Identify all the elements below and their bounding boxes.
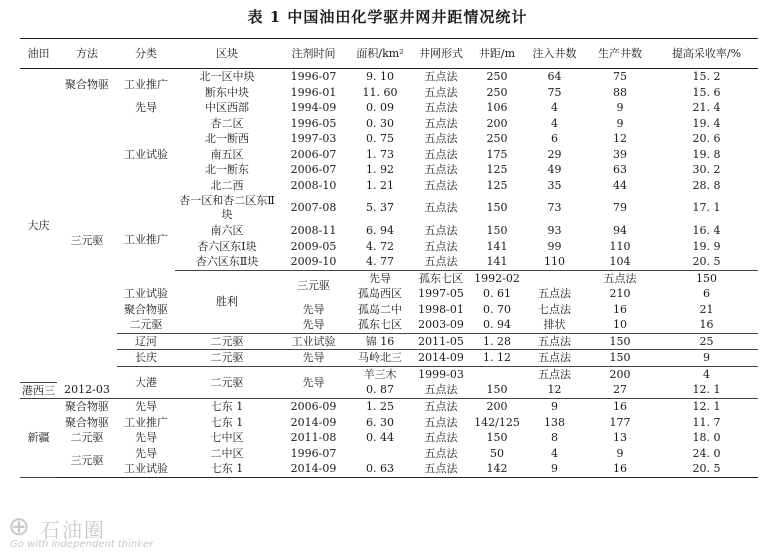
table-cell: 141 (470, 254, 524, 270)
table-row (20, 366, 758, 382)
table-cell: 19. 8 (692, 147, 721, 161)
table-cell: 1. 25 (366, 400, 394, 413)
table-cell: 北二西 (210, 178, 244, 192)
table-cell: 孤岛西区 (358, 287, 402, 300)
table-cell: 35 (547, 178, 562, 192)
table-cell: 4 (551, 116, 558, 130)
table-cell: 12 (524, 382, 585, 399)
table-cell: 断东中块 (205, 85, 249, 99)
table-cell: 北一断东 (205, 163, 249, 176)
table-cell: 二元驱 (70, 431, 104, 444)
table-row (20, 100, 758, 116)
table-cell: 0. 44 (366, 431, 394, 444)
table-cell: 5. 37 (366, 201, 394, 215)
table-cell: 马岭北三 (348, 350, 412, 367)
table-cell: 先导 (302, 302, 325, 316)
table-cell: 2006-07 (290, 163, 337, 176)
table-cell: 9 (551, 400, 558, 413)
watermark (8, 512, 248, 552)
table-cell: 先导 (279, 350, 348, 367)
table-cell: 13 (613, 431, 627, 444)
table-cell: 6. 30 (366, 415, 394, 429)
table-cell: 五点法 (424, 163, 458, 176)
table-cell: 五点法 (524, 350, 585, 367)
table-cell: 12. 1 (655, 382, 758, 399)
table-cell: 2008-10 (290, 178, 337, 192)
table-cell: 19. 9 (692, 239, 721, 253)
table-cell: 五点法 (538, 367, 571, 381)
table-cell: 1999-03 (418, 367, 464, 381)
table-row (20, 302, 758, 318)
table-cell: 0. 63 (348, 461, 412, 477)
table-cell: 1. 73 (366, 147, 394, 161)
table-row (20, 461, 758, 477)
table-cell: 2014-09 (412, 350, 470, 367)
column-header: 面积/km² (348, 39, 412, 69)
table-cell: 七点法 (538, 302, 571, 316)
column-header: 分类 (117, 39, 175, 69)
table-cell: 28. 8 (692, 178, 721, 192)
watermark-slogan: Go with independent thinker (10, 539, 154, 550)
table-cell: 二元驱 (175, 350, 279, 367)
table-cell: 0. 87 (348, 382, 412, 399)
table-cell: 150 (696, 271, 717, 285)
table-cell: 15. 2 (692, 70, 721, 83)
table-cell: 2011-05 (412, 333, 470, 350)
table-cell: 9 (524, 461, 585, 477)
table-cell: 9 (616, 101, 624, 114)
column-header: 井距/m (470, 39, 524, 69)
table-cell: 73 (547, 201, 562, 215)
table-cell: 三元驱 (70, 234, 104, 248)
table-cell: 1996-07 (290, 446, 337, 460)
column-header: 提高采收率/% (655, 39, 758, 69)
table-cell: 先导 (369, 271, 391, 285)
table-cell: 138 (544, 415, 565, 429)
table-cell: 25 (655, 333, 758, 350)
table-cell: 五点法 (424, 70, 458, 83)
table-cell: 1997-03 (290, 132, 337, 145)
table-cell: 五点法 (424, 132, 458, 145)
table-cell: 12. 1 (692, 400, 721, 413)
column-header: 生产井数 (585, 39, 655, 69)
table-cell: 聚合物驱 (65, 77, 109, 91)
oilfield-cell: 大港 (117, 366, 175, 399)
table-cell: 64 (547, 70, 562, 83)
table-cell: 南六区 (210, 224, 244, 237)
table-cell: 工业试验 (124, 147, 168, 161)
table-cell (524, 270, 585, 286)
table-cell: 49 (547, 163, 562, 176)
table-cell: 150 (585, 350, 655, 367)
table-cell: 75 (547, 85, 562, 99)
table-row (20, 317, 758, 333)
table-cell: 9 (616, 446, 624, 460)
table-cell: 杏一区和杏二区东Ⅱ块 (179, 194, 275, 221)
table-cell: 孤岛二中 (358, 302, 402, 316)
table-cell: 0. 30 (366, 116, 394, 130)
table-cell: 三元驱 (70, 454, 104, 468)
table-cell: 杏二区 (210, 116, 244, 130)
table-body (20, 69, 758, 478)
table-cell: 五点法 (524, 333, 585, 350)
table-cell: 2009-10 (279, 254, 348, 270)
table-cell: 15. 6 (692, 85, 721, 99)
table-cell: 五点法 (424, 446, 458, 460)
table-row (20, 350, 758, 367)
column-header: 注入井数 (524, 39, 585, 69)
table-cell: 9 (616, 116, 624, 130)
table-cell: 125 (486, 178, 508, 192)
table-cell: 聚合物驱 (65, 400, 109, 413)
table-row (20, 399, 758, 415)
table-cell: 27 (585, 382, 655, 399)
table-cell: 4. 72 (366, 239, 394, 253)
table-cell: 20. 6 (692, 132, 721, 145)
table-cell: 125 (486, 163, 508, 176)
table-cell: 1994-09 (290, 101, 337, 114)
table-cell: 二中区 (210, 446, 244, 460)
table-cell: 200 (486, 400, 508, 413)
table-cell: 18. 0 (692, 431, 721, 444)
table-cell: 99 (547, 239, 562, 253)
table-cell: 16. 4 (692, 224, 721, 237)
table-cell: 21. 4 (692, 101, 721, 114)
table-cell: 1. 28 (470, 333, 524, 350)
table-cell: 五点法 (412, 461, 470, 477)
table-cell: 4. 77 (348, 254, 412, 270)
table-cell: 杏六区东Ⅰ块 (197, 239, 257, 253)
table-cell: 12 (613, 132, 627, 145)
table-cell: 250 (486, 70, 508, 83)
watermark-name: 石油圈 (40, 518, 106, 542)
table-row (20, 286, 758, 302)
table-cell (470, 366, 524, 382)
table-cell: 二元驱 (117, 317, 175, 333)
table-cell: 0. 94 (470, 317, 524, 333)
table-cell: 17. 1 (692, 201, 721, 215)
table-cell: 七东 1 (175, 461, 279, 477)
table-cell: 6. 94 (366, 224, 394, 237)
table-cell: 24. 0 (692, 446, 721, 460)
oilfield-cell: 长庆 (117, 350, 175, 367)
table-cell: 150 (486, 431, 508, 444)
table-cell: 20. 5 (655, 254, 758, 270)
table-cell: 16 (613, 400, 627, 413)
table-cell: 63 (613, 163, 627, 176)
table-cell: 五点法 (424, 85, 458, 99)
table-cell: 4 (703, 367, 710, 381)
table-cell: 1992-02 (474, 271, 520, 285)
table-cell: 6 (703, 287, 710, 300)
table-cell: 五点法 (424, 201, 458, 215)
table-cell: 先导 (279, 317, 348, 333)
table-cell: 175 (486, 147, 508, 161)
table-cell: 二元驱 (210, 375, 244, 389)
table-cell: 2009-05 (290, 239, 337, 253)
table-cell: 1996-01 (290, 85, 337, 99)
table-cell: 1. 92 (366, 163, 394, 176)
table-cell: 五点法 (424, 224, 458, 237)
oilfield-cell: 新疆 (20, 399, 57, 478)
table-cell: 先导 (135, 431, 157, 444)
table-cell: 4 (551, 101, 558, 114)
table-cell: 8 (551, 431, 558, 444)
table-cell: 44 (613, 178, 627, 192)
table-cell: 110 (524, 254, 585, 270)
table-cell: 150 (486, 224, 508, 237)
table-title: 表 1 中国油田化学驱井网井距情况统计 (247, 8, 528, 26)
table-cell: 2006-07 (290, 147, 337, 161)
table-cell: 21 (699, 302, 714, 316)
table-cell: 2014-09 (290, 415, 337, 429)
table-cell: 94 (613, 224, 627, 237)
column-header: 方法 (57, 39, 117, 69)
table-cell: 聚合物驱 (124, 302, 168, 316)
column-header: 井网形式 (412, 39, 470, 69)
table-cell: 200 (486, 116, 508, 130)
table-cell (348, 446, 412, 462)
table-cell: 工业试验 (124, 287, 168, 300)
table-cell: 250 (486, 85, 508, 99)
table-cell: 五点法 (412, 382, 470, 399)
table-cell: 三元驱 (297, 279, 330, 293)
table-cell: 0. 61 (483, 287, 511, 300)
table-cell: 104 (585, 254, 655, 270)
statistics-table (20, 38, 758, 478)
table-cell: 19. 4 (692, 116, 721, 130)
table-row (20, 193, 758, 223)
table-cell: 中区西部 (205, 101, 249, 114)
table-cell: 杏六区东Ⅱ块 (175, 254, 279, 270)
table-cell: 16 (613, 302, 627, 316)
table-cell: 29 (547, 147, 562, 161)
table-cell: 20. 5 (655, 461, 758, 477)
table-cell: 6 (551, 132, 558, 145)
table-cell: 9 (655, 350, 758, 367)
table-cell: 五点法 (424, 101, 458, 114)
table-cell: 250 (486, 132, 508, 145)
table-cell: 1996-05 (290, 116, 337, 130)
table-cell: 五点法 (424, 239, 458, 253)
column-header: 油田 (20, 39, 57, 69)
table-cell: 聚合物驱 (65, 415, 109, 429)
table-cell: 2014-09 (279, 461, 348, 477)
table-cell: 七中区 (210, 431, 244, 444)
table-cell: 先导 (135, 446, 157, 460)
table-cell: 50 (490, 446, 504, 460)
table-cell: 五点法 (424, 415, 458, 429)
table-cell: 200 (609, 367, 631, 381)
oilfield-cell: 大庆 (20, 69, 57, 383)
table-cell: 88 (613, 85, 627, 99)
table-cell: 93 (547, 224, 562, 237)
table-cell: 五点法 (603, 271, 637, 285)
table-row (20, 446, 758, 462)
table-cell: 1997-05 (418, 287, 464, 300)
table-cell: 16 (655, 317, 758, 333)
table-cell: 9. 10 (366, 70, 394, 83)
table-row (20, 430, 758, 446)
table-cell: 七东 1 (210, 415, 244, 429)
oilfield-cell: 胜利 (175, 270, 279, 333)
table-cell: 142 (470, 461, 524, 477)
table-cell: 0. 75 (366, 132, 394, 145)
table-cell: 排状 (524, 317, 585, 333)
table-cell: 79 (613, 201, 627, 215)
table-cell: 工业推广 (124, 415, 168, 429)
table-cell: 五点法 (412, 254, 470, 270)
table-cell: 142/125 (474, 415, 520, 429)
table-cell: 北一区中块 (199, 70, 255, 83)
table-cell: 2008-11 (290, 224, 337, 237)
table-cell: 先导 (302, 375, 325, 389)
table-row (20, 116, 758, 132)
table-cell: 150 (470, 382, 524, 399)
table-cell: 2012-03 (57, 382, 117, 399)
table-cell: 五点法 (538, 287, 571, 300)
table-cell: 141 (486, 239, 508, 253)
table-cell: 150 (486, 201, 508, 215)
table-cell: 二元驱 (175, 333, 279, 350)
table-cell: 4 (551, 446, 558, 460)
table-cell: 工业试验 (117, 461, 175, 477)
table-cell: 北一断西 (205, 132, 249, 145)
table-cell: 南五区 (210, 147, 244, 161)
header-row (20, 39, 758, 69)
table-cell: 港西三 (22, 383, 55, 397)
table-cell: 10 (585, 317, 655, 333)
table-cell: 0. 70 (483, 302, 511, 316)
table-cell: 2011-08 (290, 431, 337, 444)
table-cell: 五点法 (424, 431, 458, 444)
table-cell: 177 (609, 415, 631, 429)
oilfield-cell: 辽河 (117, 333, 175, 350)
table-cell: 工业推广 (124, 232, 168, 246)
table-cell: 150 (585, 333, 655, 350)
table-row (20, 415, 758, 431)
table-cell: 五点法 (424, 147, 458, 161)
table-cell: 孤东七区 (419, 271, 463, 285)
table-cell: 工业试验 (279, 333, 348, 350)
table-cell: 106 (486, 101, 508, 114)
table-cell: 75 (613, 70, 627, 83)
table-cell: 1996-07 (290, 70, 337, 83)
table-cell: 0. 09 (366, 101, 394, 114)
table-cell: 五点法 (424, 400, 458, 413)
table-cell: 羊三木 (363, 367, 397, 381)
table-cell: 五点法 (424, 116, 458, 130)
table-cell: 210 (609, 287, 631, 300)
table-cell: 110 (609, 239, 631, 253)
table-cell: 2007-08 (290, 201, 337, 215)
table-cell: 2006-09 (290, 400, 337, 413)
table-cell: 工业推广 (124, 77, 168, 91)
table-row (20, 69, 758, 85)
table-cell: 孤东七区 (348, 317, 412, 333)
table-cell: 先导 (135, 400, 157, 413)
table-cell: 锦 16 (348, 333, 412, 350)
table-cell: 1998-01 (418, 302, 464, 316)
table-cell: 2003-09 (412, 317, 470, 333)
column-header: 区块 (175, 39, 279, 69)
globe-icon: ⊕ (8, 512, 30, 542)
table-cell: 1. 12 (470, 350, 524, 367)
table-cell: 七东 1 (210, 400, 244, 413)
table-cell: 11. 7 (692, 415, 721, 429)
table-cell: 先导 (135, 101, 157, 114)
table-cell: 1. 21 (366, 178, 394, 192)
table-row (20, 333, 758, 350)
column-header: 注剂时间 (279, 39, 348, 69)
table-cell: 五点法 (424, 178, 458, 192)
table-cell: 16 (585, 461, 655, 477)
table-cell: 30. 2 (692, 163, 721, 176)
table-cell: 39 (613, 147, 627, 161)
table-cell: 11. 60 (362, 85, 398, 99)
